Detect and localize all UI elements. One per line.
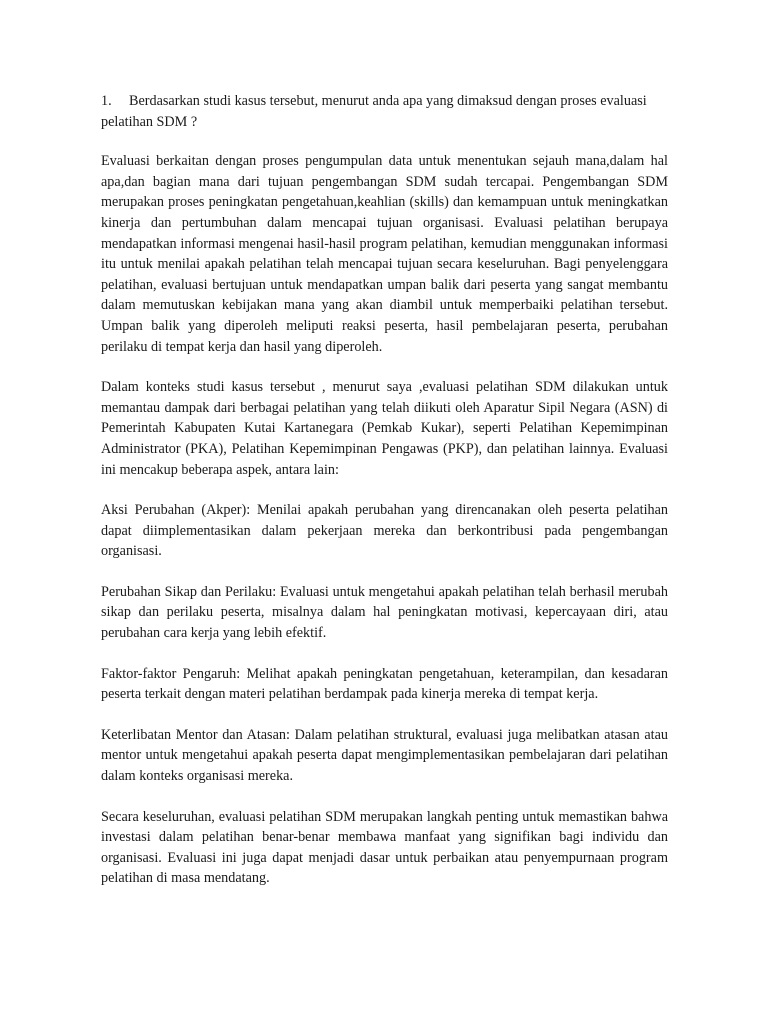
document-page (101, 91, 668, 909)
question-number: 1. (101, 93, 112, 109)
question-text: Berdasarkan studi kasus tersebut, menurut anda apa yang dimaksud dengan proses evaluasi pelatihan SDM ? (101, 93, 647, 130)
paragraph-definition: Evaluasi berkaitan dengan proses pengumpulan data untuk menentukan sejauh mana,dalam hal apa,dan bagian mana dari tujuan pengembangan SDM sudah tercapai. Pengembangan SDM merupakan proses peningkatan pengetahuan,keahlian (skills) dan kemampuan untuk meningkatkan kinerja dan pertumbuhan dalam mencapai tujuan organisasi. Evaluasi pelatihan berupaya mendapatkan informasi mengenai hasil-hasil program pelatihan, kemudian menggunakan informasi itu untuk menilai apakah pelatihan telah mencapai tujuan secara keseluruhan. Bagi penyelenggara pelatihan, evaluasi bertujuan untuk mendapatkan umpan balik dari peserta yang sangat membantu dalam memutuskan kebijakan mana yang akan diambil untuk memperbaiki pelatihan tersebut. Umpan balik yang diperoleh meliputi reaksi peserta, hasil pembelajaran peserta, perubahan perilaku di tempat kerja dan hasil yang diperoleh. (101, 153, 668, 355)
question-heading (101, 91, 668, 132)
paragraph-conclusion: Secara keseluruhan, evaluasi pelatihan SDM merupakan langkah penting untuk memastikan bahwa investasi dalam pelatihan benar-benar membawa manfaat yang signifikan bagi individu dan organisasi. Evaluasi ini juga dapat menjadi dasar untuk perbaikan atau penyempurnaan program pelatihan di masa mendatang. (101, 808, 668, 887)
paragraph-faktor-pengaruh: Faktor-faktor Pengaruh: Melihat apakah peningkatan pengetahuan, keterampilan, dan kesadaran peserta terkait dengan materi pelatihan berdampak pada kinerja mereka di tempat kerja. (101, 665, 668, 703)
paragraph-keterlibatan-mentor: Keterlibatan Mentor dan Atasan: Dalam pelatihan struktural, evaluasi juga melibatkan atasan atau mentor untuk mengetahui apakah peserta dapat mengimplementasikan pembelajaran dari pelatihan dalam konteks organisasi mereka. (101, 726, 668, 785)
paragraph-aksi-perubahan: Aksi Perubahan (Akper): Menilai apakah perubahan yang direncanakan oleh peserta pelatihan dapat diimplementasikan dalam pekerjaan mereka dan berkontribusi pada pengembangan organisasi. (101, 502, 668, 560)
paragraph-perubahan-sikap: Perubahan Sikap dan Perilaku: Evaluasi untuk mengetahui apakah pelatihan telah berhasil merubah sikap dan perilaku peserta, misalnya dalam hal peningkatan motivasi, kepercayaan diri, atau perubahan cara kerja yang lebih efektif. (101, 583, 668, 642)
paragraph-case-context: Dalam konteks studi kasus tersebut , menurut saya ,evaluasi pelatihan SDM dilakukan untuk memantau dampak dari berbagai pelatihan yang telah diikuti oleh Aparatur Sipil Negara (ASN) di Pemerintah Kabupaten Kutai Kartanegara (Pemkab Kukar), seperti Pelatihan Kepemimpinan Administrator (PKA), Pelatihan Kepemimpinan Pengawas (PKP), dan pelatihan lainnya. Evaluasi ini mencakup beberapa aspek, antara lain: (101, 379, 668, 478)
